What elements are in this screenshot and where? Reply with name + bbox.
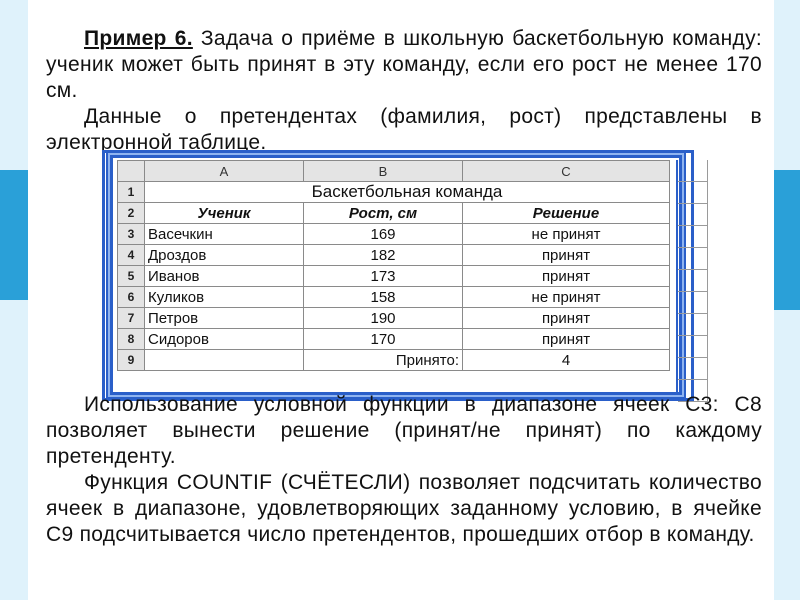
explanation-paragraph-1 (46, 392, 762, 470)
decision-cell[interactable]: не принят (463, 224, 670, 245)
empty-cell[interactable] (145, 350, 304, 371)
row-header[interactable]: 4 (118, 245, 145, 266)
corner-cell[interactable] (118, 161, 145, 182)
explanation-paragraph-2 (46, 470, 762, 548)
explanation-text-2: Функция COUNTIF (СЧЁТЕСЛИ) позволяет подсчитать количество ячеек в диапазоне, удовлетворяющих заданному условию, в ячейке С9 подсчитывается число претендентов, прошедших отбор в команду. (46, 471, 762, 546)
header-cell-height[interactable]: Рост, см (304, 203, 463, 224)
name-cell[interactable]: Васечкин (145, 224, 304, 245)
name-cell[interactable]: Иванов (145, 266, 304, 287)
table-row (118, 245, 670, 266)
intro-paragraph (46, 26, 762, 104)
header-cell-decision[interactable]: Решение (463, 203, 670, 224)
table-row (118, 287, 670, 308)
row-header[interactable]: 9 (118, 350, 145, 371)
decision-cell[interactable]: принят (463, 266, 670, 287)
left-decor-bar (0, 0, 28, 600)
table-row (118, 203, 670, 224)
row-header[interactable]: 7 (118, 308, 145, 329)
decision-cell[interactable]: не принят (463, 287, 670, 308)
height-cell[interactable]: 173 (304, 266, 463, 287)
row-header[interactable]: 6 (118, 287, 145, 308)
name-cell[interactable]: Дроздов (145, 245, 304, 266)
row-header[interactable]: 5 (118, 266, 145, 287)
right-decor-accent (774, 170, 800, 310)
row-header[interactable]: 2 (118, 203, 145, 224)
table-row (118, 350, 670, 371)
column-header-row (118, 161, 670, 182)
column-header-c[interactable]: C (463, 161, 670, 182)
row-header[interactable]: 8 (118, 329, 145, 350)
accepted-count-cell[interactable]: 4 (463, 350, 670, 371)
table-row (118, 308, 670, 329)
table-row (118, 329, 670, 350)
row-header[interactable]: 3 (118, 224, 145, 245)
spreadsheet-table (117, 160, 670, 371)
example-title: Пример 6. (84, 27, 193, 50)
column-header-a[interactable]: A (145, 161, 304, 182)
right-decor-bar (774, 0, 800, 600)
column-header-b[interactable]: B (304, 161, 463, 182)
intro-text: Задача о приёме в школьную баскетбольную команду: ученик может быть принят в эту команду, если его рост не менее 170 см. (46, 27, 763, 102)
header-cell-student[interactable]: Ученик (145, 203, 304, 224)
decision-cell[interactable]: принят (463, 245, 670, 266)
data-note-text: Данные о претендентах (фамилия, рост) представлены в электронной таблице. (46, 105, 762, 154)
name-cell[interactable]: Сидоров (145, 329, 304, 350)
name-cell[interactable]: Куликов (145, 287, 304, 308)
sheet-title-cell[interactable]: Баскетбольная команда (145, 182, 670, 203)
table-row (118, 224, 670, 245)
explanation-text-1: Использование условной функции в диапазоне ячеек С3: С8 позволяет вынести решение (принят/не принят) по каждому претенденту. (46, 393, 762, 468)
height-cell[interactable]: 190 (304, 308, 463, 329)
height-cell[interactable]: 170 (304, 329, 463, 350)
name-cell[interactable]: Петров (145, 308, 304, 329)
height-cell[interactable]: 182 (304, 245, 463, 266)
spreadsheet-extra-column (676, 160, 708, 392)
table-row (118, 182, 670, 203)
height-cell[interactable]: 169 (304, 224, 463, 245)
decision-cell[interactable]: принят (463, 329, 670, 350)
row-header[interactable]: 1 (118, 182, 145, 203)
data-note-paragraph (46, 104, 762, 156)
accepted-label-cell[interactable]: Принято: (304, 350, 463, 371)
height-cell[interactable]: 158 (304, 287, 463, 308)
table-row (118, 266, 670, 287)
decision-cell[interactable]: принят (463, 308, 670, 329)
left-decor-accent (0, 170, 28, 300)
